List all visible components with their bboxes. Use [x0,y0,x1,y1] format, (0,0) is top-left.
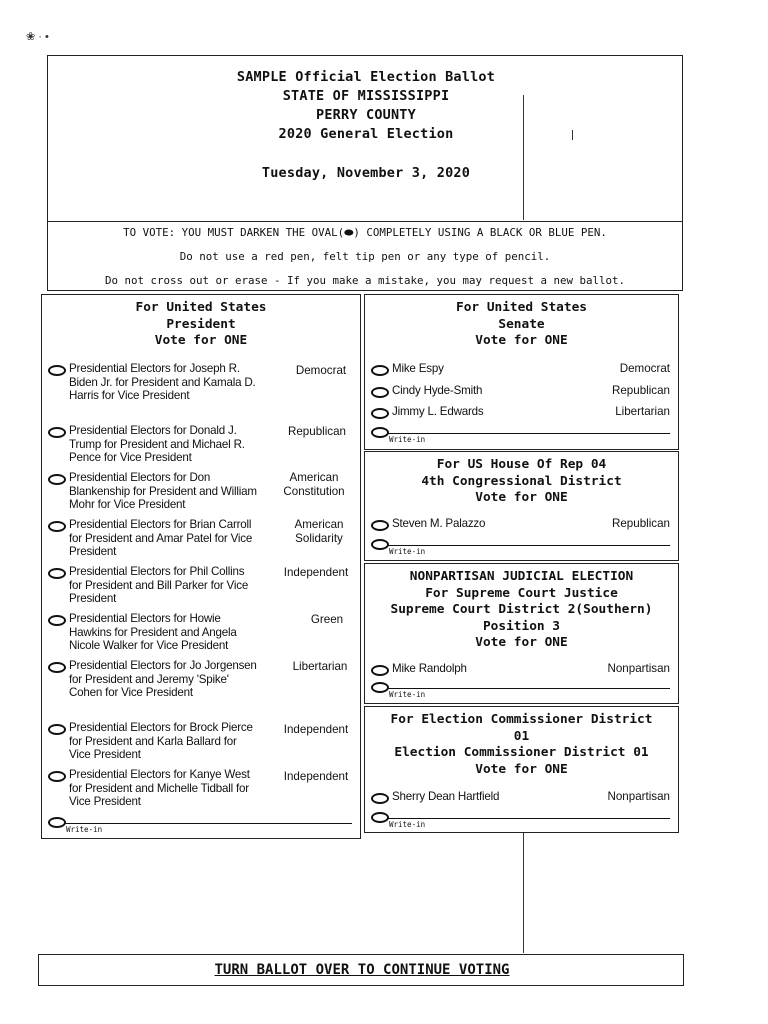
candidate-name: Cindy Hyde-Smith [392,384,483,397]
candidate-option[interactable] [365,662,678,680]
write-in-option[interactable] [365,810,678,830]
fold-line [523,833,524,953]
write-in-label: Write-in [389,820,426,829]
candidate-name: Presidential Electors for Joseph R. Biden Jr. for President and Kamala D. Harris for Vice President [69,362,256,403]
candidate-name: Mike Espy [392,362,444,375]
candidate-party: Independent [283,723,349,736]
instruction-line-2: Do not use a red pen, felt tip pen or any type of pencil. [179,250,551,263]
contest-title-line-1: For Election Commissioner District [390,712,653,727]
contest-title-line-2: 01 [513,728,530,744]
contest-election-commissioner [364,706,679,833]
vote-oval[interactable] [48,427,66,438]
candidate-option[interactable] [42,721,360,765]
write-in-label: Write-in [389,435,426,444]
contest-title-line-4: Position 3 [482,618,561,634]
vote-oval[interactable] [371,365,389,376]
candidate-option[interactable] [365,790,678,808]
contest-senate [364,294,679,450]
contest-title-line-1: For United States [135,300,267,315]
vote-for-instruction: Vote for ONE [475,761,568,777]
contest-title-line-1: For United States [456,300,587,315]
instruction-line-1: TO VOTE: YOU MUST DARKEN THE OVAL(⬬) COMPLETELY USING A BLACK OR BLUE PEN. [123,226,607,239]
vote-oval[interactable] [48,771,66,782]
contest-title-line-2: 4th Congressional District [421,473,622,489]
vote-for-instruction: Vote for ONE [154,333,248,348]
candidate-name: Jimmy L. Edwards [392,405,484,418]
vote-oval[interactable] [371,665,389,676]
write-in-option[interactable] [365,537,678,557]
vote-oval[interactable] [371,793,389,804]
ballot-footer [38,954,684,986]
county-name: PERRY COUNTY [316,107,416,123]
candidate-option[interactable] [42,565,360,609]
vote-oval[interactable] [48,662,66,673]
ballot-title: SAMPLE Official Election Ballot [236,69,496,85]
contest-title-line-1: For US House Of Rep 04 [436,457,607,472]
candidate-party: Republican [611,517,670,530]
candidate-party: American Constitution [283,471,345,498]
vote-oval[interactable] [48,365,66,376]
contest-title [365,707,678,778]
candidate-party: Republican [287,425,346,438]
candidate-party: Nonpartisan [607,662,670,675]
candidate-name: Presidential Electors for Howie Hawkins for President and Angela Nicole Walker for Vice President [69,612,237,653]
candidate-option[interactable] [365,384,678,402]
vote-oval[interactable] [48,615,66,626]
candidate-option[interactable] [365,405,678,423]
instruction-line-3: Do not cross out or erase - If you make a mistake, you may request a new ballot. [104,274,626,287]
candidate-name: Steven M. Palazzo [392,517,486,530]
candidate-option[interactable] [365,517,678,535]
state-name: STATE OF MISSISSIPPI [282,88,450,104]
vote-for-instruction: Vote for ONE [475,490,568,505]
write-in-option[interactable] [365,680,678,700]
write-in-label: Write-in [389,690,426,699]
contest-title [42,295,360,350]
scan-mark: ❀ · • [26,31,49,43]
write-in-line[interactable] [387,433,670,434]
candidate-name: Presidential Electors for Donald J. Trump for President and Michael R. Pence for Vice President [69,424,245,465]
candidate-party: Democrat [619,362,670,375]
turn-over-notice: TURN BALLOT OVER TO CONTINUE VOTING [214,962,510,978]
voting-instructions [48,221,682,292]
election-name: 2020 General Election [278,126,454,142]
vote-oval[interactable] [371,520,389,531]
contest-title-line-2: Senate [498,316,545,332]
candidate-option[interactable] [42,768,360,812]
vote-for-instruction: Vote for ONE [475,333,568,348]
candidate-party: Independent [283,770,349,783]
candidate-party: Nonpartisan [607,790,670,803]
candidate-name: Presidential Electors for Phil Collins for President and Bill Parker for Vice President [69,565,249,606]
contest-title-line-3: Election Commissioner District 01 [394,745,649,760]
candidate-option[interactable] [42,518,360,562]
vote-oval[interactable] [48,568,66,579]
write-in-line[interactable] [64,823,352,824]
contest-us-house [364,451,679,561]
candidate-name: Presidential Electors for Don Blankenship for President and William Mohr for Vice President [69,471,257,512]
contest-title-line-3: Supreme Court District 2(Southern) [390,602,653,617]
vote-oval[interactable] [48,521,66,532]
candidate-party: Libertarian [292,660,348,673]
vote-oval[interactable] [371,408,389,419]
candidate-option[interactable] [42,659,360,717]
candidate-name: Sherry Dean Hartfield [392,790,500,803]
vote-oval[interactable] [48,474,66,485]
write-in-line[interactable] [387,545,670,546]
write-in-line[interactable] [387,688,670,689]
candidate-option[interactable] [42,424,360,468]
candidate-option[interactable] [42,612,360,656]
candidate-name: Presidential Electors for Jo Jorgensen for President and Jeremy 'Spike' Cohen for Vice President [69,659,257,700]
candidate-option[interactable] [42,471,360,515]
contest-title-line-2: For Supreme Court Justice [425,585,618,601]
candidate-name: Mike Randolph [392,662,467,675]
contest-title [365,564,678,652]
candidate-name: Presidential Electors for Brock Pierce for President and Karla Ballard for Vice President [69,721,253,762]
vote-oval[interactable] [371,387,389,398]
fold-line [523,95,524,220]
write-in-label: Write-in [66,825,103,834]
contest-title [365,452,678,507]
contest-title [365,295,678,350]
scan-mark [572,130,573,140]
candidate-option[interactable] [42,362,360,422]
vote-for-instruction: Vote for ONE [475,635,568,650]
contest-title-line-2: President [166,316,236,332]
candidate-party: Democrat [295,364,347,377]
write-in-option[interactable] [365,425,678,445]
candidate-name: Presidential Electors for Kanye West for President and Michelle Tidball for Vice President [69,768,250,809]
candidate-name: Presidential Electors for Brian Carroll for President and Amar Patel for Vice President [69,518,253,559]
candidate-option[interactable] [365,362,678,380]
contest-president [41,294,361,839]
write-in-option[interactable] [42,815,360,835]
candidate-party: Libertarian [615,405,670,418]
ballot-header [47,55,683,291]
contest-supreme-court [364,563,679,704]
contest-title-line-1: NONPARTISAN JUDICIAL ELECTION [409,569,634,584]
candidate-party: American Solidarity [294,518,344,545]
write-in-label: Write-in [389,547,426,556]
vote-oval[interactable] [48,724,66,735]
election-date: Tuesday, November 3, 2020 [261,165,471,181]
candidate-party: Green [310,613,344,626]
candidate-party: Republican [611,384,670,397]
write-in-line[interactable] [387,818,670,819]
candidate-party: Independent [283,566,349,579]
